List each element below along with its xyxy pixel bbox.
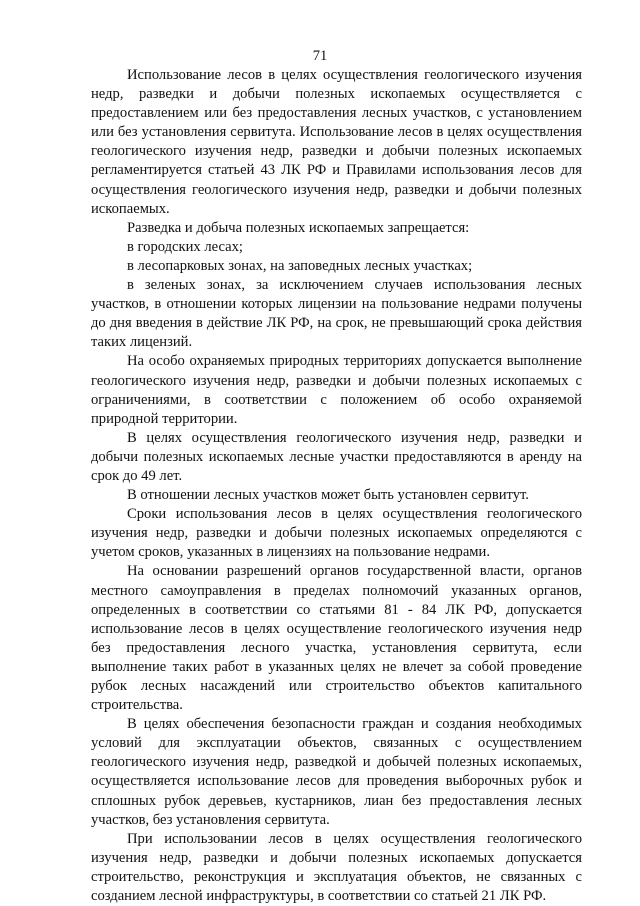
paragraph: В целях обеспечения безопасности граждан и создания необходимых условий для эксплуатации объектов, связанных с осуществлением геологического изучения недр, разведкой и добычей полезных ископаемых, осуществляется использование лесов для проведения выборочных рубок и сплошных рубок деревьев, кустарников, лиан без предоставления лесных участков, без установления сервитута. <box>91 716 582 828</box>
page-number: 71 <box>312 48 328 64</box>
paragraph: Сроки использования лесов в целях осуществления геологического изучения недр, разведки и добычи полезных ископаемых определяются с учетом сроков, указанных в лицензиях на пользование недрами. <box>91 506 582 561</box>
paragraph: Использование лесов в целях осуществления геологического изучения недр, разведки и добычи полезных ископаемых осуществляется с предоставлением или без предоставления лесных участков, с установлением или без установления сервитута. Использование лесов в целях осуществления геологического изучения недр, разведки и добычи полезных ископаемых регламентируется статьей 43 ЛК РФ и Правилами использования лесов для осуществления геологического изучения недр, разведки и добычи полезных ископаемых. <box>91 67 582 217</box>
paragraph: в городских лесах; <box>127 238 243 255</box>
paragraph: В отношении лесных участков может быть установлен сервитут. <box>127 487 529 504</box>
paragraph: Разведка и добыча полезных ископаемых запрещается: <box>127 219 470 236</box>
paragraph: В целях осуществления геологического изучения недр, разведки и добычи полезных ископаемых лесные участки предоставляются в аренду на срок до 49 лет. <box>91 429 582 484</box>
paragraph: На основании разрешений органов государственной власти, органов местного самоуправления в пределах полномочий указанных органов, определенных в соответствии со статьями 81 - 84 ЛК РФ, допускается использование лесов в целях осуществление геологического изучения недр без предоставления лесного участка, установления сервитута, если выполнение таких работ в указанных целях не влечет за собой проведение рубок лесных насаждений или строительство объектов капитального строительства. <box>91 563 582 714</box>
document-body <box>91 66 582 906</box>
paragraph: При использовании лесов в целях осуществления геологического изучения недр, разведки и добычи полезных ископаемых допускается строительство, реконструкция и эксплуатация объектов, не связанных с созданием лесной инфраструктуры, в соответствии со статьей 21 ЛК РФ. <box>91 830 582 905</box>
paragraph: На особо охраняемых природных территориях допускается выполнение геологического изучения недр, разведки и добычи полезных ископаемых с ограничениями, в соответствии с положением об особо охраняемой природной территории. <box>91 353 582 427</box>
paragraph: в зеленых зонах, за исключением случаев использования лесных участков, в отношении которых лицензии на пользование недрами получены до дня введения в действие ЛК РФ, на срок, не превышающий срока действия таких лицензий. <box>91 277 582 351</box>
paragraph: в лесопарковых зонах, на заповедных лесных участках; <box>127 257 473 274</box>
